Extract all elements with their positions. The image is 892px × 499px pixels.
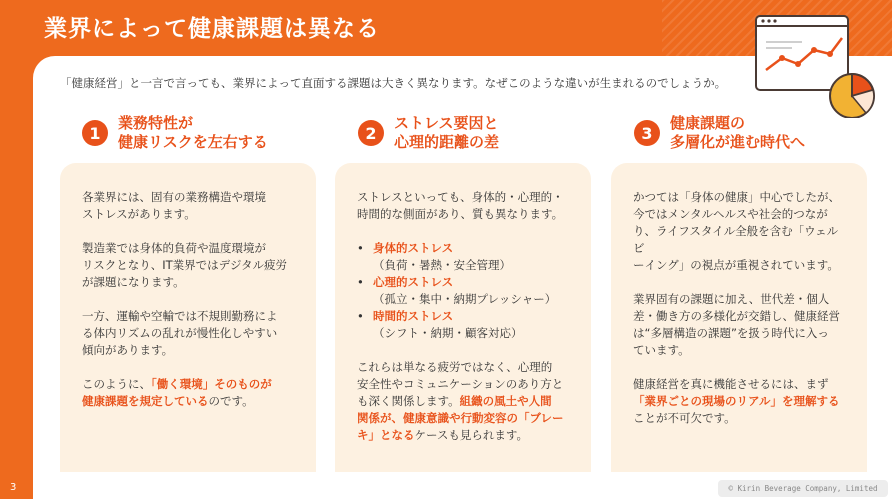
conclusion-tail: ケースも見られます。 bbox=[414, 428, 529, 442]
section-2-conclusion bbox=[357, 359, 569, 444]
copyright-notice: © Kirin Beverage Company, Limited bbox=[718, 480, 888, 497]
section-3-paragraph: 業界固有の課題に加え、世代差・個人 差・働き方の多様化が交錯し、健康経営 は“多層構造の課題”を扱う時代に入っ ています。 bbox=[633, 292, 840, 357]
section-1-conclusion bbox=[82, 376, 294, 410]
list-item bbox=[357, 274, 569, 308]
section-1-heading bbox=[82, 114, 268, 152]
bullet-detail: （シフト・納期・顧客対応） bbox=[373, 326, 523, 340]
section-1-paragraph: 一方、運輸や空輸では不規則勤務によ る体内リズムの乱れが慢性化しやすい 傾向があります。 bbox=[82, 309, 278, 357]
conclusion-lead: これらは単なる疲労ではなく、心理的 安全性やコミュニケーションのあり方と も深く関係します。 bbox=[357, 360, 564, 408]
highlight-text: 「働く環境」そのものが 健康課題を規定している bbox=[82, 377, 272, 408]
section-2-paragraph: ストレスといっても、身体的・心理的・ 時間的な側面があり、質も異なります。 bbox=[357, 190, 564, 221]
section-3-conclusion bbox=[633, 376, 845, 427]
section-1-number-badge: 1 bbox=[82, 120, 108, 146]
section-1-paragraph: 各業界には、固有の業務構造や環境 ストレスがあります。 bbox=[82, 190, 266, 221]
section-2-heading bbox=[358, 114, 499, 152]
analytics-chart-illustration-icon bbox=[752, 12, 880, 118]
bullet-label: 心理的ストレス bbox=[373, 275, 454, 289]
list-item bbox=[357, 240, 569, 274]
section-1-title: 業務特性が 健康リスクを左右する bbox=[118, 114, 268, 151]
section-2-number-badge: 2 bbox=[358, 120, 384, 146]
section-3-title: 健康課題の 多層化が進む時代へ bbox=[670, 114, 806, 151]
section-3-card bbox=[611, 163, 867, 472]
bullet-detail: （負荷・暑熱・安全管理） bbox=[373, 258, 511, 272]
section-1-card bbox=[60, 163, 316, 472]
list-item bbox=[357, 308, 569, 342]
highlight-text: 組織の風土や人間 関係が、健康意識や行動変容の「ブレー キ」となる bbox=[357, 394, 564, 442]
section-2-card bbox=[335, 163, 591, 472]
intro-text: 「健康経営」と一言で言っても、業界によって直面する課題は大きく異なります。なぜこのような違いが生まれるのでしょうか。 bbox=[60, 76, 727, 90]
conclusion-tail: のです。 bbox=[208, 394, 254, 408]
section-3-heading bbox=[634, 114, 805, 152]
page-title: 業界によって健康課題は異なる bbox=[44, 16, 380, 42]
bullet-label: 身体的ストレス bbox=[373, 241, 454, 255]
section-3-paragraph: かつては「身体の健康」中心でしたが、 今ではメンタルヘルスや社会的つなが り、ライフスタイル全般を含む「ウェルビ ーイング」の視点が重視されています。 bbox=[633, 190, 840, 272]
conclusion-tail: ことが不可欠です。 bbox=[633, 411, 736, 425]
conclusion-lead: 健康経営を真に機能させるには、まず bbox=[633, 377, 829, 391]
bullet-label: 時間的ストレス bbox=[373, 309, 454, 323]
section-1-paragraph: 製造業では身体的負荷や温度環境が リスクとなり、IT業界ではデジタル疲労 が課題になります。 bbox=[82, 241, 287, 289]
conclusion-lead: このように、 bbox=[82, 377, 151, 391]
stress-type-list bbox=[357, 240, 569, 342]
highlight-text: 「業界ごとの現場のリアル」を理解する bbox=[633, 394, 840, 408]
section-3-number-badge: 3 bbox=[634, 120, 660, 146]
section-2-title: ストレス要因と 心理的距離の差 bbox=[394, 114, 500, 151]
page-number: 3 bbox=[10, 482, 17, 493]
bullet-detail: （孤立・集中・納期プレッシャー） bbox=[373, 292, 557, 306]
